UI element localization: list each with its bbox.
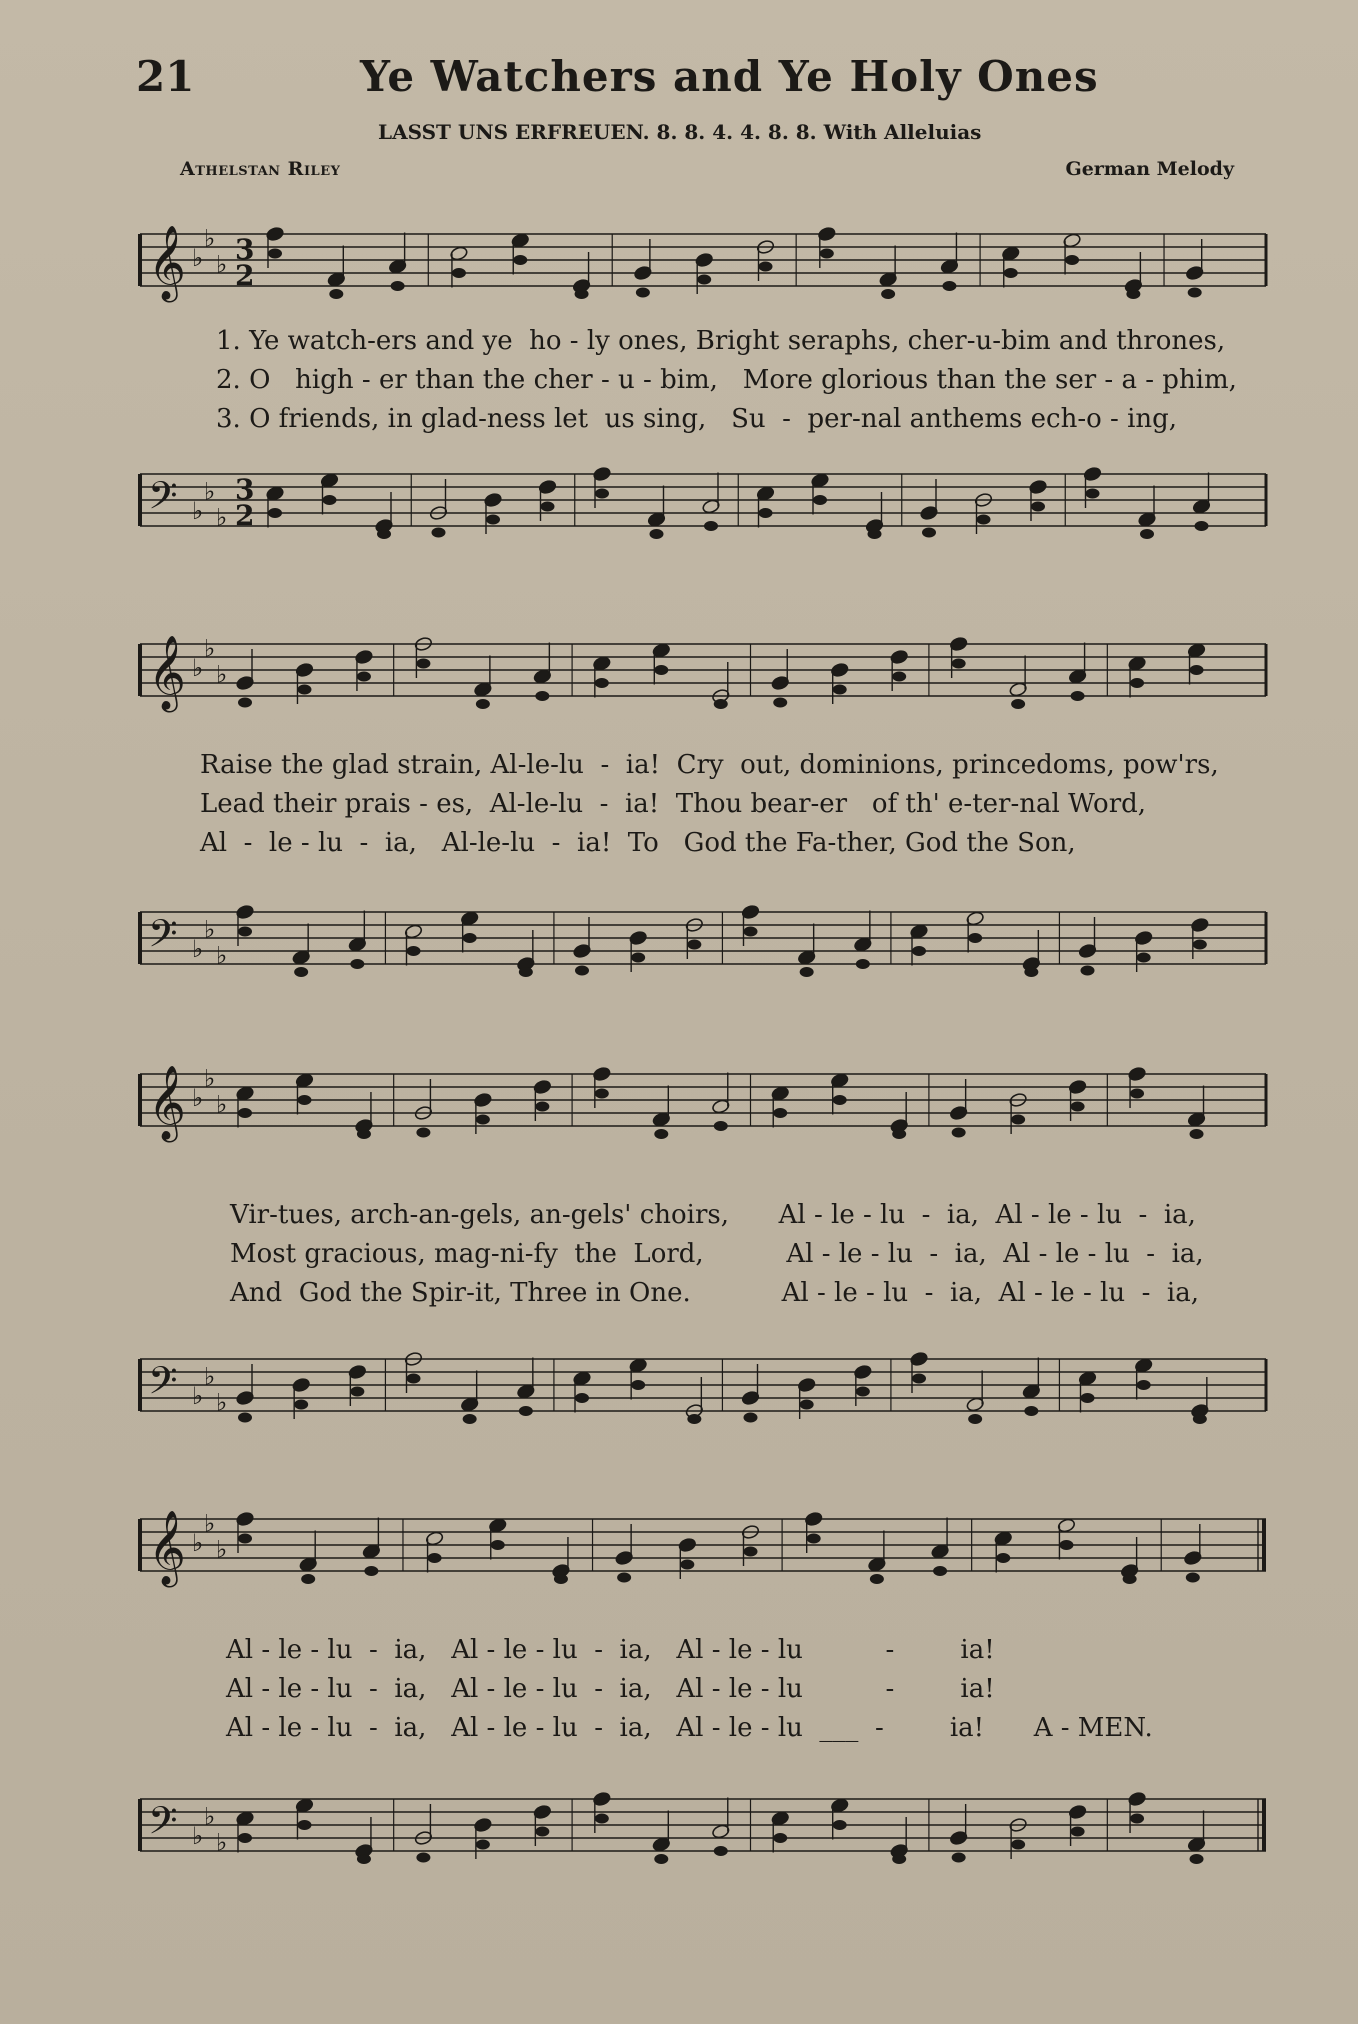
note-head bbox=[268, 508, 282, 518]
note-head bbox=[952, 1128, 966, 1138]
note-head bbox=[407, 946, 421, 956]
note-head bbox=[377, 529, 391, 539]
lyric-line-2-1: Raise the glad strain, Al-le-lu - ia! Cry out, dominions, princedoms, pow'rs, bbox=[200, 750, 1219, 780]
note-head bbox=[968, 1414, 982, 1424]
flat-sign-icon: ♭ bbox=[192, 1529, 204, 1557]
bass-staff-system-1 bbox=[130, 440, 1276, 560]
note-head bbox=[476, 1115, 490, 1125]
flat-sign-icon: ♭ bbox=[204, 1509, 216, 1538]
note-head bbox=[238, 1534, 252, 1544]
note-head bbox=[922, 528, 936, 538]
flat-sign-icon: ♭ bbox=[204, 1802, 216, 1831]
note-head bbox=[744, 1413, 758, 1423]
note-head bbox=[1186, 1573, 1200, 1583]
flat-sign-icon: ♭ bbox=[192, 654, 204, 682]
note-head bbox=[744, 1547, 758, 1557]
note-head bbox=[759, 508, 773, 518]
note-head bbox=[476, 699, 490, 709]
flat-sign-icon: ♭ bbox=[204, 634, 216, 663]
note-head bbox=[428, 1553, 442, 1563]
treble-staff-music bbox=[130, 1040, 1276, 1160]
note-head bbox=[1130, 678, 1144, 688]
note-head bbox=[1126, 289, 1140, 299]
note-head bbox=[759, 262, 773, 272]
composer-credit: German Melody bbox=[1065, 158, 1234, 180]
note-head bbox=[294, 1400, 308, 1410]
note-head bbox=[1011, 699, 1025, 709]
note-head bbox=[1004, 268, 1018, 278]
note-head bbox=[350, 959, 364, 969]
note-head bbox=[391, 281, 405, 291]
note-head bbox=[881, 289, 895, 299]
flat-sign-icon: ♭ bbox=[192, 1382, 204, 1410]
treble-staff-system-3 bbox=[130, 1040, 1276, 1160]
note-head bbox=[1193, 1414, 1207, 1424]
note-head bbox=[1081, 966, 1095, 976]
note-head bbox=[463, 1414, 477, 1424]
treble-staff-system-2 bbox=[130, 615, 1276, 725]
note-head bbox=[773, 698, 787, 708]
note-head bbox=[357, 672, 371, 682]
note-head bbox=[575, 289, 589, 299]
bass-clef-icon: 𝄢 bbox=[148, 1358, 178, 1412]
note-head bbox=[773, 1833, 787, 1843]
note-head bbox=[513, 255, 527, 265]
note-head bbox=[486, 515, 500, 525]
note-head bbox=[1137, 1380, 1151, 1390]
note-head bbox=[697, 275, 711, 285]
time-signature-top: 3 bbox=[235, 473, 255, 506]
bass-staff-music bbox=[130, 440, 1276, 560]
note-head bbox=[856, 959, 870, 969]
note-head bbox=[238, 698, 252, 708]
note-head bbox=[238, 927, 252, 937]
note-head bbox=[1059, 1540, 1073, 1550]
note-head bbox=[463, 933, 477, 943]
note-head bbox=[1024, 1406, 1038, 1416]
note-head bbox=[892, 672, 906, 682]
note-head bbox=[650, 529, 664, 539]
note-head bbox=[595, 1089, 609, 1099]
note-head bbox=[773, 1108, 787, 1118]
note-head bbox=[704, 521, 718, 531]
note-head bbox=[1190, 1129, 1204, 1139]
note-head bbox=[912, 946, 926, 956]
note-head bbox=[416, 1853, 430, 1863]
note-head bbox=[595, 1814, 609, 1824]
note-head bbox=[1024, 967, 1038, 977]
note-head bbox=[800, 967, 814, 977]
treble-clef-icon: 𝄞 bbox=[148, 226, 186, 300]
treble-staff-music bbox=[130, 205, 1276, 315]
flat-sign-icon: ♭ bbox=[192, 1822, 204, 1850]
flat-sign-icon: ♭ bbox=[192, 244, 204, 272]
bass-clef-icon: 𝄢 bbox=[148, 911, 178, 965]
note-head bbox=[519, 967, 533, 977]
note-head bbox=[856, 1387, 870, 1397]
treble-staff-system-4 bbox=[130, 1485, 1276, 1605]
note-head bbox=[1086, 489, 1100, 499]
note-head bbox=[1011, 1115, 1025, 1125]
bass-staff-music bbox=[130, 875, 1276, 1000]
note-head bbox=[268, 249, 282, 259]
note-head bbox=[1011, 1840, 1025, 1850]
note-head bbox=[1081, 1393, 1095, 1403]
note-head bbox=[1071, 691, 1085, 701]
note-head bbox=[238, 1833, 252, 1843]
note-head bbox=[535, 1827, 549, 1837]
note-head bbox=[714, 1846, 728, 1856]
note-head bbox=[833, 1095, 847, 1105]
note-head bbox=[294, 967, 308, 977]
note-head bbox=[1065, 255, 1079, 265]
note-head bbox=[687, 1414, 701, 1424]
treble-staff-music bbox=[130, 1485, 1276, 1605]
note-head bbox=[968, 933, 982, 943]
note-head bbox=[952, 1853, 966, 1863]
flat-sign-icon: ♭ bbox=[216, 250, 228, 279]
note-head bbox=[595, 678, 609, 688]
time-signature-bottom: 2 bbox=[235, 259, 255, 292]
note-head bbox=[654, 665, 668, 675]
flat-sign-icon: ♭ bbox=[192, 935, 204, 963]
note-head bbox=[942, 281, 956, 291]
lyric-line-1-3: 3. O friends, in glad-ness let us sing, Su - per-nal anthems ech-o - ing, bbox=[216, 404, 1178, 434]
bass-staff-music bbox=[130, 1760, 1276, 1890]
note-head bbox=[595, 489, 609, 499]
note-head bbox=[1130, 1814, 1144, 1824]
treble-staff-music bbox=[130, 615, 1276, 725]
note-head bbox=[1031, 502, 1045, 512]
note-head bbox=[833, 685, 847, 695]
note-head bbox=[1195, 521, 1209, 531]
note-head bbox=[868, 529, 882, 539]
treble-clef-icon: 𝄞 bbox=[148, 1066, 186, 1140]
note-head bbox=[807, 1534, 821, 1544]
treble-clef-icon: 𝄞 bbox=[148, 636, 186, 710]
note-head bbox=[1190, 1854, 1204, 1864]
bass-staff-system-3 bbox=[130, 1320, 1276, 1450]
note-head bbox=[1190, 665, 1204, 675]
flat-sign-icon: ♭ bbox=[216, 660, 228, 689]
note-head bbox=[357, 1129, 371, 1139]
note-head bbox=[519, 1406, 533, 1416]
note-head bbox=[870, 1574, 884, 1584]
time-signature-bottom: 2 bbox=[235, 499, 255, 532]
note-head bbox=[1193, 940, 1207, 950]
note-head bbox=[554, 1574, 568, 1584]
flat-sign-icon: ♭ bbox=[204, 1362, 216, 1391]
bass-clef-icon: 𝄢 bbox=[148, 1798, 178, 1852]
treble-clef-icon: 𝄞 bbox=[148, 1511, 186, 1585]
note-head bbox=[892, 1854, 906, 1864]
lyric-line-2-3: Al - le - lu - ia, Al-le-lu - ia! To God the Fa-ther, God the Son, bbox=[200, 828, 1076, 858]
bass-staff-system-2 bbox=[130, 875, 1276, 1000]
note-head bbox=[301, 1574, 315, 1584]
note-head bbox=[631, 953, 645, 963]
note-head bbox=[800, 1400, 814, 1410]
note-head bbox=[491, 1540, 505, 1550]
lyric-line-1-2: 2. O high - er than the cher - u - bim, More glorious than the ser - a - phim, bbox=[216, 365, 1237, 395]
note-head bbox=[329, 289, 343, 299]
note-head bbox=[654, 1854, 668, 1864]
note-head bbox=[238, 1108, 252, 1118]
note-head bbox=[323, 495, 337, 505]
note-head bbox=[476, 1840, 490, 1850]
author-credit: Athelstan Riley bbox=[180, 158, 341, 180]
note-head bbox=[654, 1129, 668, 1139]
lyric-line-3-2: Most gracious, mag-ni-fy the Lord, Al - le - lu - ia, Al - le - lu - ia, bbox=[230, 1239, 1204, 1269]
note-head bbox=[357, 1854, 371, 1864]
flat-sign-icon: ♭ bbox=[216, 1828, 228, 1857]
note-head bbox=[1137, 953, 1151, 963]
note-head bbox=[350, 1387, 364, 1397]
note-head bbox=[912, 1374, 926, 1384]
flat-sign-icon: ♭ bbox=[192, 1084, 204, 1112]
hymn-title: Ye Watchers and Ye Holy Ones bbox=[360, 52, 1099, 101]
flat-sign-icon: ♭ bbox=[216, 1090, 228, 1119]
flat-sign-icon: ♭ bbox=[204, 915, 216, 944]
lyric-line-4-2: Al - le - lu - ia, Al - le - lu - ia, Al - le - lu - ia! bbox=[226, 1674, 995, 1704]
note-head bbox=[820, 249, 834, 259]
note-head bbox=[833, 1820, 847, 1830]
flat-sign-icon: ♭ bbox=[192, 497, 204, 525]
note-head bbox=[636, 288, 650, 298]
note-head bbox=[996, 1553, 1010, 1563]
tune-name-meter: LASST UNS ERFREUEN. 8. 8. 4. 4. 8. 8. With Alleluias bbox=[378, 120, 982, 144]
note-head bbox=[1140, 529, 1154, 539]
note-head bbox=[631, 1380, 645, 1390]
lyric-line-3-3: And God the Spir-it, Three in One. Al - le - lu - ia, Al - le - lu - ia, bbox=[230, 1278, 1199, 1308]
note-head bbox=[933, 1566, 947, 1576]
note-head bbox=[687, 940, 701, 950]
note-head bbox=[1130, 1089, 1144, 1099]
note-head bbox=[452, 268, 466, 278]
note-head bbox=[813, 495, 827, 505]
note-head bbox=[714, 699, 728, 709]
lyric-line-1-1: 1. Ye watch-ers and ye ho - ly ones, Bright seraphs, cher-u-bim and thrones, bbox=[216, 326, 1226, 356]
flat-sign-icon: ♭ bbox=[216, 941, 228, 970]
flat-sign-icon: ♭ bbox=[204, 477, 216, 506]
lyric-line-4-3: Al - le - lu - ia, Al - le - lu - ia, Al - le - lu ___ - ia! A - MEN. bbox=[226, 1713, 1153, 1743]
note-head bbox=[892, 1129, 906, 1139]
note-head bbox=[416, 1128, 430, 1138]
flat-sign-icon: ♭ bbox=[204, 1064, 216, 1093]
note-head bbox=[744, 927, 758, 937]
note-head bbox=[952, 659, 966, 669]
hymn-number: 21 bbox=[136, 52, 195, 101]
note-head bbox=[541, 502, 555, 512]
note-head bbox=[1123, 1574, 1137, 1584]
bass-staff-system-4 bbox=[130, 1760, 1276, 1890]
note-head bbox=[407, 1374, 421, 1384]
note-head bbox=[1071, 1827, 1085, 1837]
flat-sign-icon: ♭ bbox=[204, 224, 216, 253]
note-head bbox=[617, 1573, 631, 1583]
lyric-line-4-1: Al - le - lu - ia, Al - le - lu - ia, Al - le - lu - ia! bbox=[226, 1635, 995, 1665]
note-head bbox=[364, 1566, 378, 1576]
note-head bbox=[1071, 1102, 1085, 1112]
note-head bbox=[297, 1095, 311, 1105]
note-head bbox=[680, 1560, 694, 1570]
flat-sign-icon: ♭ bbox=[216, 1535, 228, 1564]
note-head bbox=[416, 659, 430, 669]
note-head bbox=[1188, 288, 1202, 298]
note-head bbox=[432, 528, 446, 538]
lyric-line-2-2: Lead their prais - es, Al-le-lu - ia! Thou bear-er of th' e-ter-nal Word, bbox=[200, 789, 1147, 819]
bass-clef-icon: 𝄢 bbox=[148, 473, 178, 527]
note-head bbox=[714, 1121, 728, 1131]
note-head bbox=[535, 1102, 549, 1112]
time-signature-top: 3 bbox=[235, 233, 255, 266]
bass-staff-music bbox=[130, 1320, 1276, 1450]
lyric-line-3-1: Vir-tues, arch-an-gels, an-gels' choirs, Al - le - lu - ia, Al - le - lu - ia, bbox=[230, 1200, 1196, 1230]
note-head bbox=[575, 966, 589, 976]
note-head bbox=[535, 691, 549, 701]
note-head bbox=[238, 1413, 252, 1423]
note-head bbox=[977, 515, 991, 525]
flat-sign-icon: ♭ bbox=[216, 503, 228, 532]
note-head bbox=[575, 1393, 589, 1403]
note-head bbox=[297, 1820, 311, 1830]
treble-staff-system-1 bbox=[130, 205, 1276, 315]
flat-sign-icon: ♭ bbox=[216, 1388, 228, 1417]
note-head bbox=[297, 685, 311, 695]
